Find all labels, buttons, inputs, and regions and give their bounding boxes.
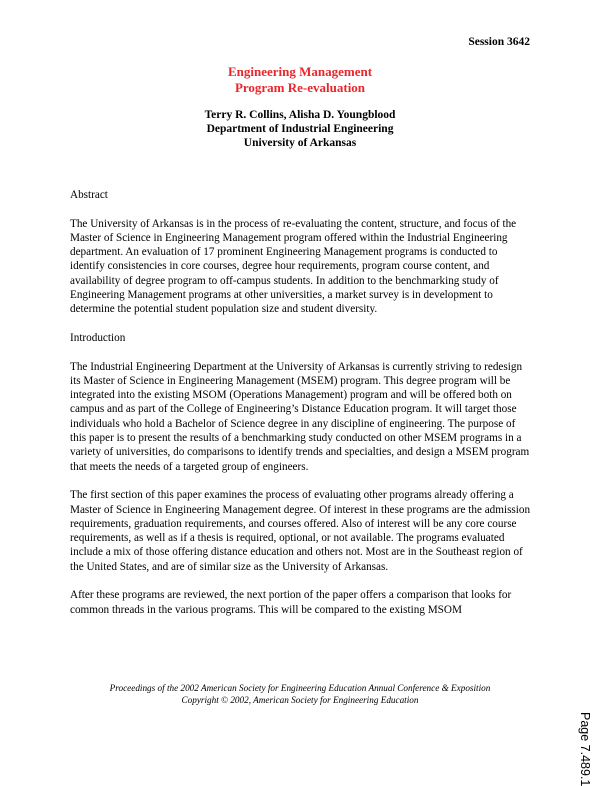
paper-title bbox=[0, 64, 600, 96]
university: University of Arkansas bbox=[243, 137, 357, 149]
footer-proceedings: Proceedings of the 2002 American Society for Engineering Education Annual Conference & Exposition bbox=[109, 683, 491, 693]
footer-copyright: Copyright © 2002, American Society for Engineering Education bbox=[181, 694, 419, 705]
author-block bbox=[0, 108, 600, 150]
introduction-paragraph-1: The Industrial Engineering Department at the University of Arkansas is currently striving to redesign its Master of Science in Engineering Management (MSEM) program. This degree program will be integrated into the existing MSOM (Operations Management) program and will be offered both on campus and as part of the College of Engineering’s Distance Education program. It will target those individuals who hold a Bachelor of Science degree in any discipline of engineering. The purpose of this paper is to present the results of a benchmarking study conducted on other MSEM programs in a variety of universities, do comparisons to identify trends and specialties, and design a MSEM program that meets the needs of a targeted group of engineers. bbox=[70, 360, 530, 473]
session-number: Session 3642 bbox=[468, 36, 530, 48]
abstract-text: The University of Arkansas is in the process of re-evaluating the content, structure, and focus of the Master of Science in Engineering Management program offered within the Industrial Engineering department. An evaluation of 17 prominent Engineering Management programs is conducted to identify consistencies in core courses, degree hour requirements, program course content, and availability of degree program to off-campus students. In addition to the benchmarking study of Engineering Management programs at other universities, a market survey is in development to determine the potential student population size and student diversity. bbox=[70, 217, 517, 316]
page-number: Page 7.489.1 bbox=[578, 712, 592, 786]
department: Department of Industrial Engineering bbox=[206, 123, 394, 135]
abstract-heading: Abstract bbox=[70, 189, 108, 201]
paper-body bbox=[70, 188, 534, 631]
title-line-1: Engineering Management bbox=[227, 64, 373, 79]
introduction-heading: Introduction bbox=[70, 331, 126, 344]
introduction-paragraph-3: After these programs are reviewed, the next portion of the paper offers a comparison that looks for common threads in the various programs. This will be compared to the existing MSOM bbox=[70, 589, 512, 616]
proceedings-footer bbox=[0, 683, 600, 706]
introduction-paragraph-2: The first section of this paper examines the process of evaluating other programs already offering a Master of Science in Engineering Management degree. Of interest in these programs are the admission requirements, graduation requirements, and courses offered. Also of interest will be any core course requirements, as well as if a thesis is required, optional, or not available. The programs evaluated include a mix of those offering distance education and others not. Most are in the Southeast region of the United States, and are of similar size as the University of Arkansas. bbox=[70, 489, 531, 573]
title-line-2: Program Re-evaluation bbox=[234, 80, 366, 95]
authors: Terry R. Collins, Alisha D. Youngblood bbox=[204, 109, 396, 121]
